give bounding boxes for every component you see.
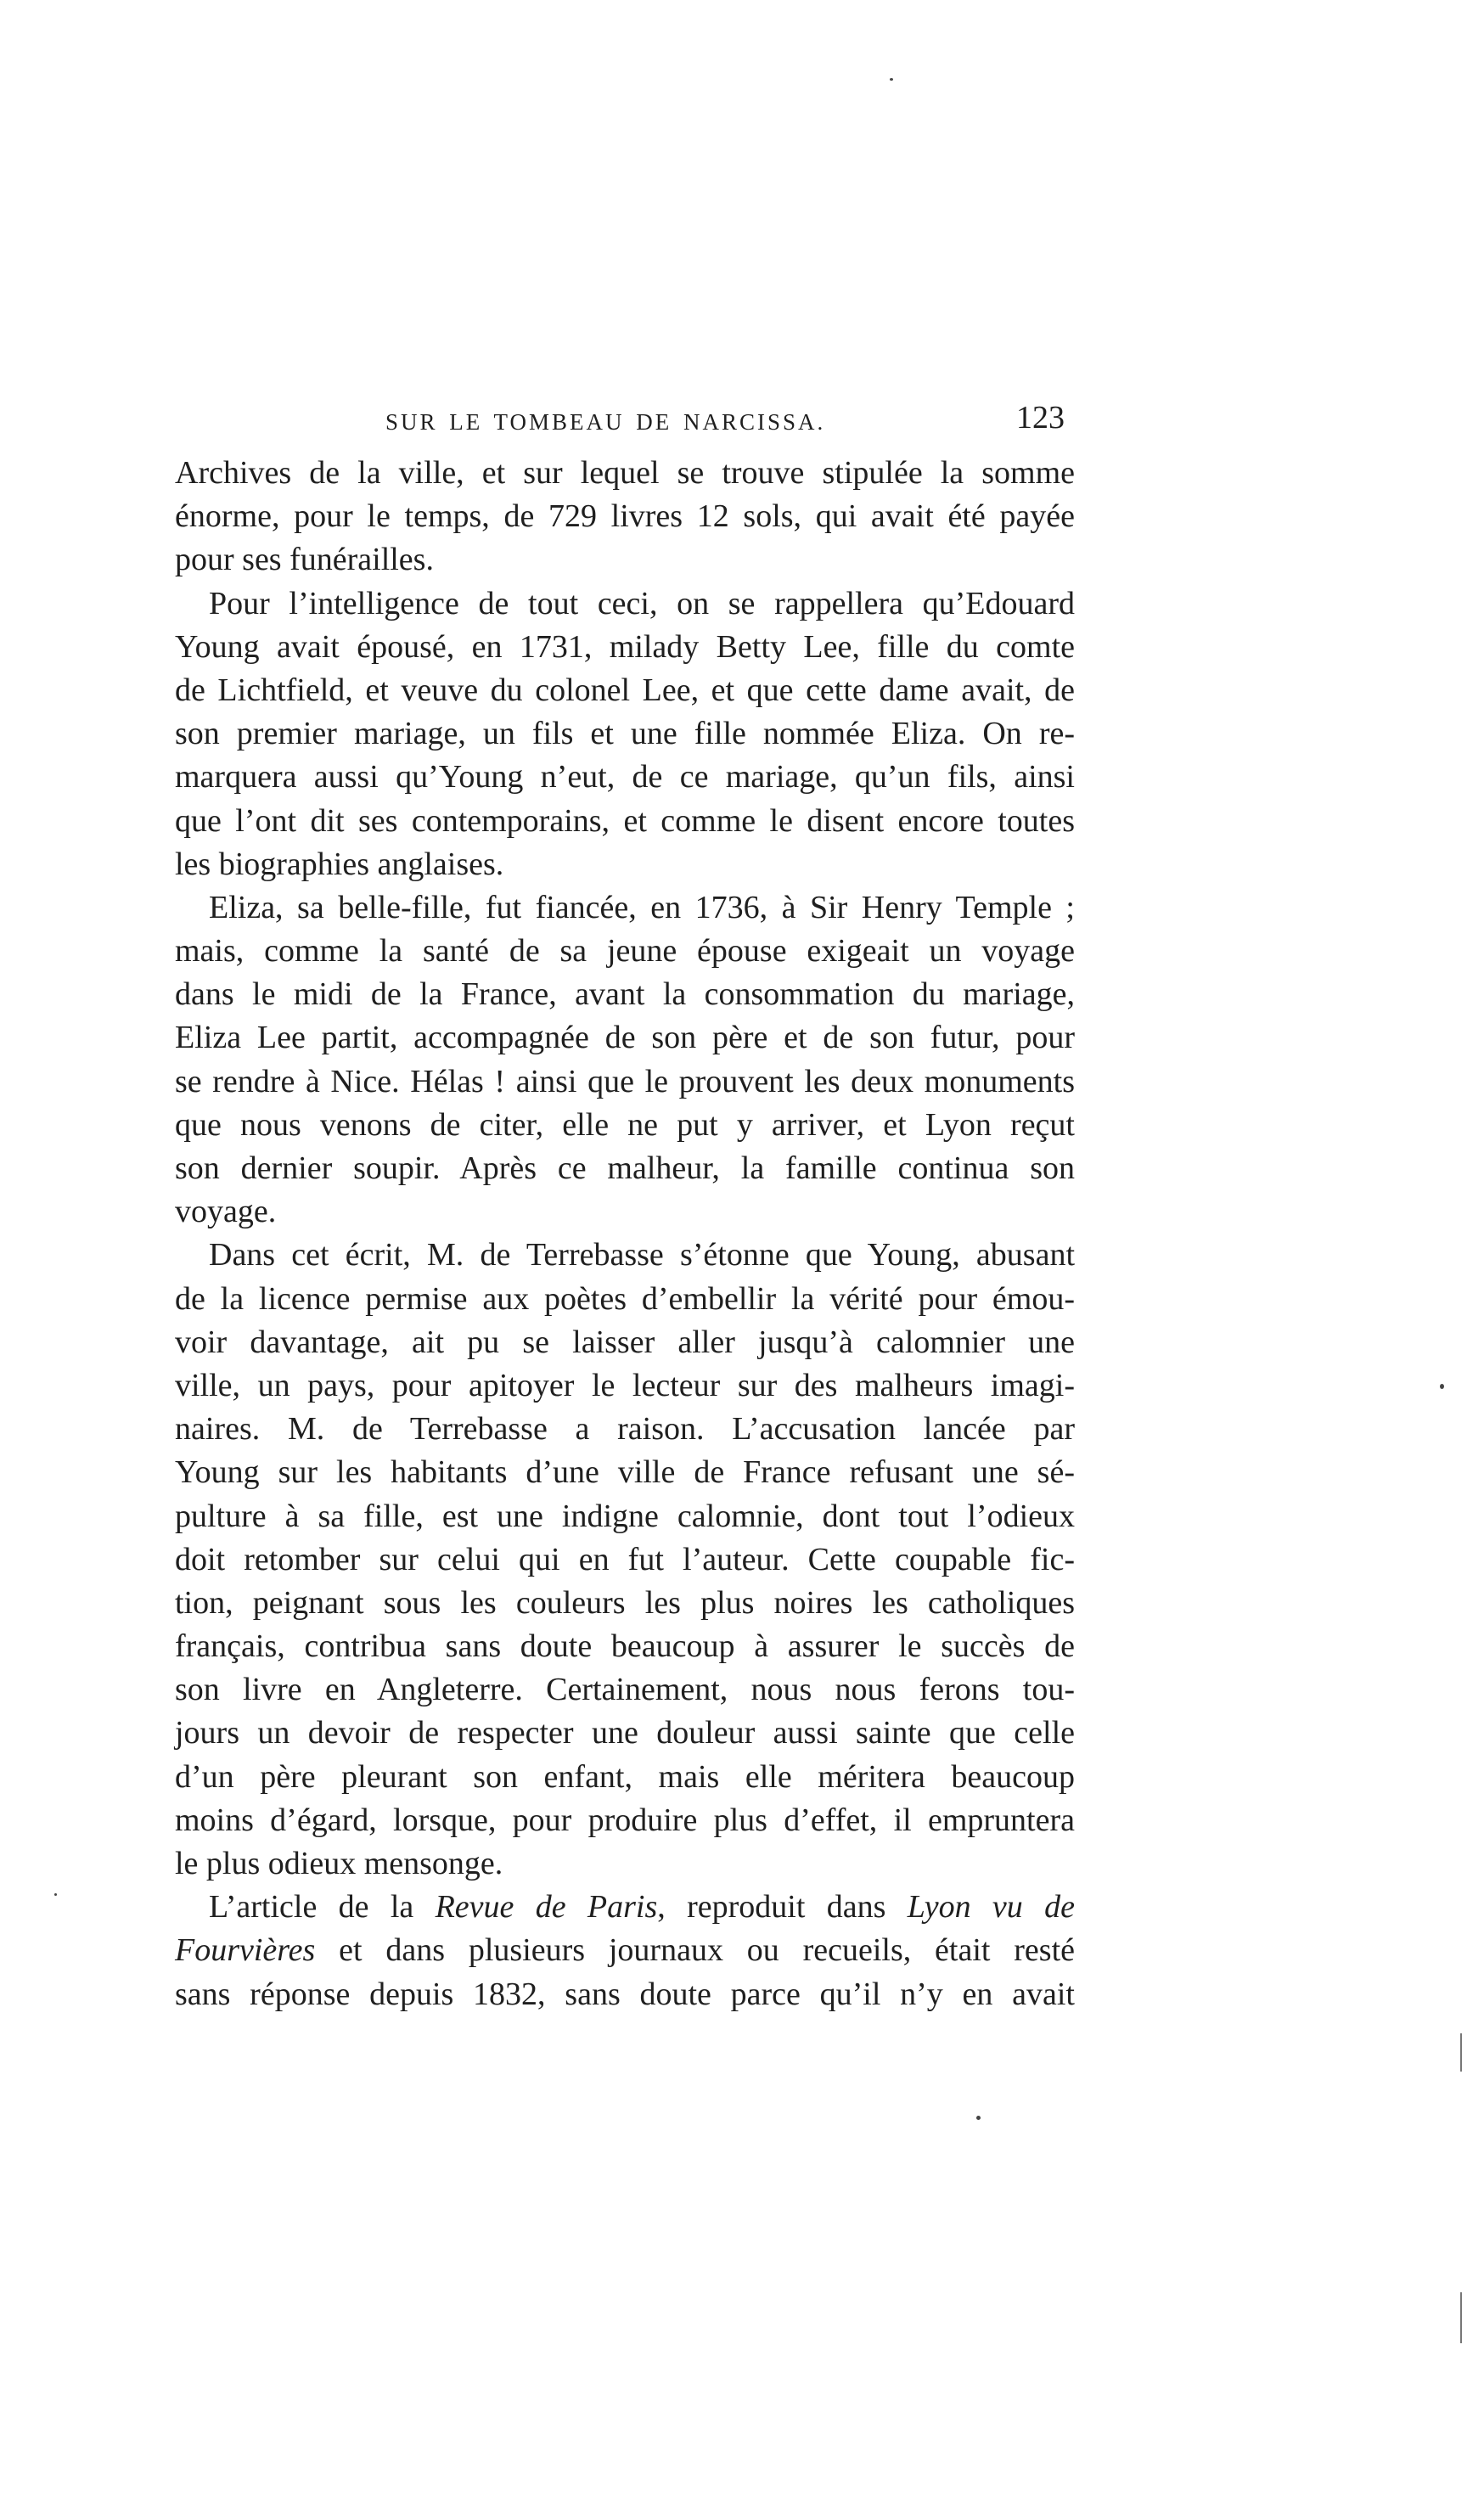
text-line: voir davantage, ait pu se laisser aller jusqu’à calomnier une (175, 1324, 1075, 1360)
text-line: Eliza Lee partit, accompagnée de son père et de son futur, pour (175, 1020, 1075, 1056)
page-number: 123 (1016, 400, 1065, 436)
text-line: tion, peignant sous les couleurs les plus noires les catholiques (175, 1584, 1075, 1621)
text-line: de la licence permise aux poètes d’embellir la vérité pour émou- (175, 1280, 1075, 1317)
text-line: Dans cet écrit, M. de Terrebasse s’étonne que Young, abusant (209, 1237, 1075, 1273)
text-line: les biographies anglaises. (175, 846, 504, 882)
text-span: , reproduit dans (657, 1889, 908, 1926)
text-line: doit retomber sur celui qui en fut l’auteur. Cette coupable fic- (175, 1541, 1075, 1577)
text-line: pour ses funérailles. (175, 542, 434, 578)
scan-edge-mark (1460, 2033, 1462, 2072)
text-line: de Lichtfield, et veuve du colonel Lee, et que cette dame avait, de (175, 672, 1075, 708)
text-line: pulture à sa fille, est une indigne calomnie, dont tout l’odieux (175, 1498, 1075, 1534)
scan-speck (976, 2116, 981, 2120)
text-line: marquera aussi qu’Young n’eut, de ce mariage, qu’un fils, ainsi (175, 759, 1075, 796)
text-line: son premier mariage, un fils et une fille nommée Eliza. On re- (175, 716, 1075, 752)
text-line: ville, un pays, pour apitoyer le lecteur sur des malheurs imagi- (175, 1367, 1075, 1403)
text-span: et dans plusieurs journaux ou recueils, était resté (315, 1932, 1075, 1969)
scan-edge-mark (1460, 2292, 1462, 2343)
body-text (175, 452, 1075, 2016)
text-line: mais, comme la santé de sa jeune épouse exigeait un voyage (175, 933, 1075, 970)
text-line: son livre en Angleterre. Certainement, nous nous ferons tou- (175, 1672, 1075, 1708)
text-line: d’un père pleurant son enfant, mais elle méritera beaucoup (175, 1758, 1075, 1795)
scan-speck (1440, 1384, 1444, 1389)
italic-title: Lyon vu de (907, 1889, 1075, 1926)
text-line: voyage. (175, 1194, 277, 1230)
running-head (175, 399, 1075, 450)
text-line: Young avait épousé, en 1731, milady Betty Lee, fille du comte (175, 628, 1075, 665)
text-line: que l’ont dit ses contemporains, et comme le disent encore toutes (175, 802, 1075, 839)
text-line: Pour l’intelligence de tout ceci, on se rappellera qu’Edouard (209, 585, 1075, 621)
text-line: dans le midi de la France, avant la consommation du mariage, (175, 976, 1075, 1013)
text-line: Archives de la ville, et sur lequel se trouve stipulée la somme (175, 455, 1075, 491)
text-span: L’article de la (209, 1889, 436, 1926)
italic-title: Fourvières (175, 1932, 316, 1969)
text-line: naires. M. de Terrebasse a raison. L’accusation lancée par (175, 1411, 1075, 1448)
text-line: énorme, pour le temps, de 729 livres 12 sols, qui avait été payée (175, 498, 1075, 535)
text-line: Eliza, sa belle-fille, fut fiancée, en 1736, à Sir Henry Temple ; (209, 889, 1075, 925)
text-line: moins d’égard, lorsque, pour produire plus d’effet, il empruntera (175, 1802, 1075, 1838)
text-line: jours un devoir de respecter une douleur aussi sainte que celle (175, 1715, 1075, 1751)
scan-speck (54, 1893, 57, 1896)
text-line: son dernier soupir. Après ce malheur, la famille continua son (175, 1150, 1075, 1186)
text-line: le plus odieux mensonge. (175, 1846, 503, 1881)
running-title: SUR LE TOMBEAU DE NARCISSA. (385, 409, 826, 435)
text-line-mixed (175, 1886, 1075, 1929)
text-line: Young sur les habitants d’une ville de France refusant une sé- (175, 1454, 1075, 1491)
text-line: français, contribua sans doute beaucoup à assurer le succès de (175, 1628, 1075, 1665)
italic-title: Revue de Paris (435, 1889, 658, 1926)
scan-speck (890, 78, 893, 81)
text-line: se rendre à Nice. Hélas ! ainsi que le prouvent les deux monuments (175, 1063, 1075, 1099)
text-line: que nous venons de citer, elle ne put y arriver, et Lyon reçut (175, 1106, 1075, 1143)
text-line-mixed (175, 1929, 1075, 1972)
text-line: sans réponse depuis 1832, sans doute parce qu’il n’y en avait (175, 1976, 1075, 2012)
